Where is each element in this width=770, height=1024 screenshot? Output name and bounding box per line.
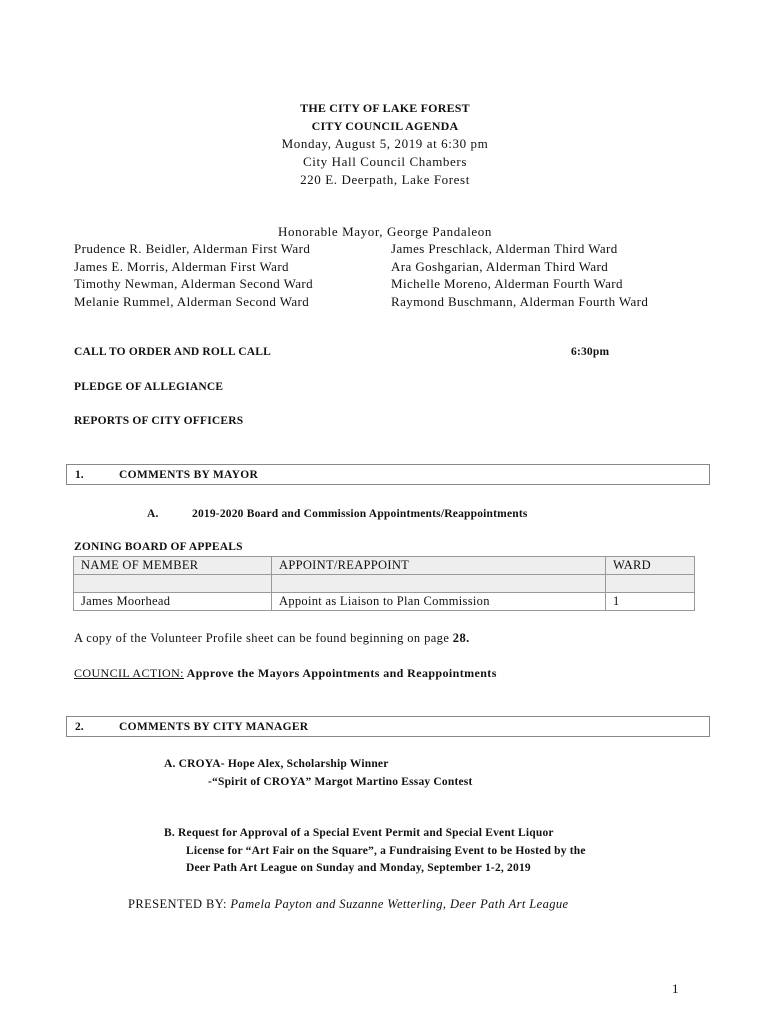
reports-of-city-officers: REPORTS OF CITY OFFICERS	[74, 415, 244, 427]
alderman-right-4: Raymond Buschmann, Alderman Fourth Ward	[391, 294, 649, 309]
cell-member-name: James Moorhead	[74, 593, 272, 611]
alderman-left-1: Prudence R. Beidler, Alderman First Ward	[74, 241, 311, 256]
item-1a-title: 2019-2020 Board and Commission Appointments/Reappointments	[192, 508, 528, 520]
presented-by-names: Pamela Payton and Suzanne Wetterling, Deer Path Art League	[230, 897, 569, 911]
table-header-row	[74, 557, 695, 575]
alderman-right-2: Ara Goshgarian, Alderman Third Ward	[391, 259, 609, 274]
section-1-title: COMMENTS BY MAYOR	[119, 469, 259, 481]
meeting-location: City Hall Council Chambers	[302, 154, 467, 169]
cell-ward: 1	[606, 593, 695, 611]
col-header-name: NAME OF MEMBER	[74, 557, 272, 575]
council-action-text: Approve the Mayors Appointments and Reappointments	[183, 666, 497, 680]
council-action-label: COUNCIL ACTION:	[74, 666, 184, 680]
alderman-left-4: Melanie Rummel, Alderman Second Ward	[74, 294, 310, 309]
col-header-appoint: APPOINT/REAPPOINT	[272, 557, 606, 575]
item-2b-line-3: Deer Path Art League on Sunday and Monday, September 1-2, 2019	[186, 862, 531, 874]
alderman-right-1: James Preschlack, Alderman Third Ward	[391, 241, 618, 256]
col-header-ward: WARD	[606, 557, 695, 575]
appointments-table	[73, 556, 695, 611]
item-2b-line-1: B. Request for Approval of a Special Event Permit and Special Event Liquor	[164, 827, 554, 839]
volunteer-text: A copy of the Volunteer Profile sheet can be found beginning on page	[74, 631, 453, 645]
agenda-title: CITY COUNCIL AGENDA	[311, 119, 459, 133]
alderman-left-2: James E. Morris, Alderman First Ward	[74, 259, 289, 274]
city-name: THE CITY OF LAKE FOREST	[300, 101, 470, 115]
zoning-board-heading: ZONING BOARD OF APPEALS	[74, 541, 243, 553]
section-2-title: COMMENTS BY CITY MANAGER	[119, 721, 309, 733]
meeting-address: 220 E. Deerpath, Lake Forest	[300, 172, 470, 187]
call-to-order-time: 6:30pm	[571, 346, 610, 358]
call-to-order: CALL TO ORDER AND ROLL CALL	[74, 346, 272, 358]
table-spacer-row	[74, 575, 695, 593]
item-1a-letter: A.	[147, 508, 159, 520]
alderman-right-3: Michelle Moreno, Alderman Fourth Ward	[391, 276, 623, 291]
alderman-left-3: Timothy Newman, Alderman Second Ward	[74, 276, 314, 291]
mayor-name: Honorable Mayor, George Pandaleon	[278, 224, 492, 239]
page-number: 1	[672, 981, 679, 996]
section-2-header	[66, 716, 710, 737]
presented-by	[128, 897, 568, 912]
table-row	[74, 593, 695, 611]
volunteer-profile-note	[74, 631, 470, 646]
council-action	[74, 666, 497, 681]
pledge-of-allegiance: PLEDGE OF ALLEGIANCE	[74, 381, 224, 393]
item-2a-subtitle: -“Spirit of CROYA” Margot Martino Essay Contest	[208, 776, 473, 788]
section-1-number: 1.	[75, 469, 84, 481]
item-2a-title: A. CROYA- Hope Alex, Scholarship Winner	[164, 758, 389, 770]
meeting-date: Monday, August 5, 2019 at 6:30 pm	[281, 136, 489, 151]
item-2b-line-2: License for “Art Fair on the Square”, a Fundraising Event to be Hosted by the	[186, 845, 586, 857]
cell-appoint: Appoint as Liaison to Plan Commission	[272, 593, 606, 611]
presented-by-label: PRESENTED BY:	[128, 897, 231, 911]
volunteer-page: 28.	[452, 631, 470, 645]
section-2-number: 2.	[75, 721, 84, 733]
section-1-header	[66, 464, 710, 485]
